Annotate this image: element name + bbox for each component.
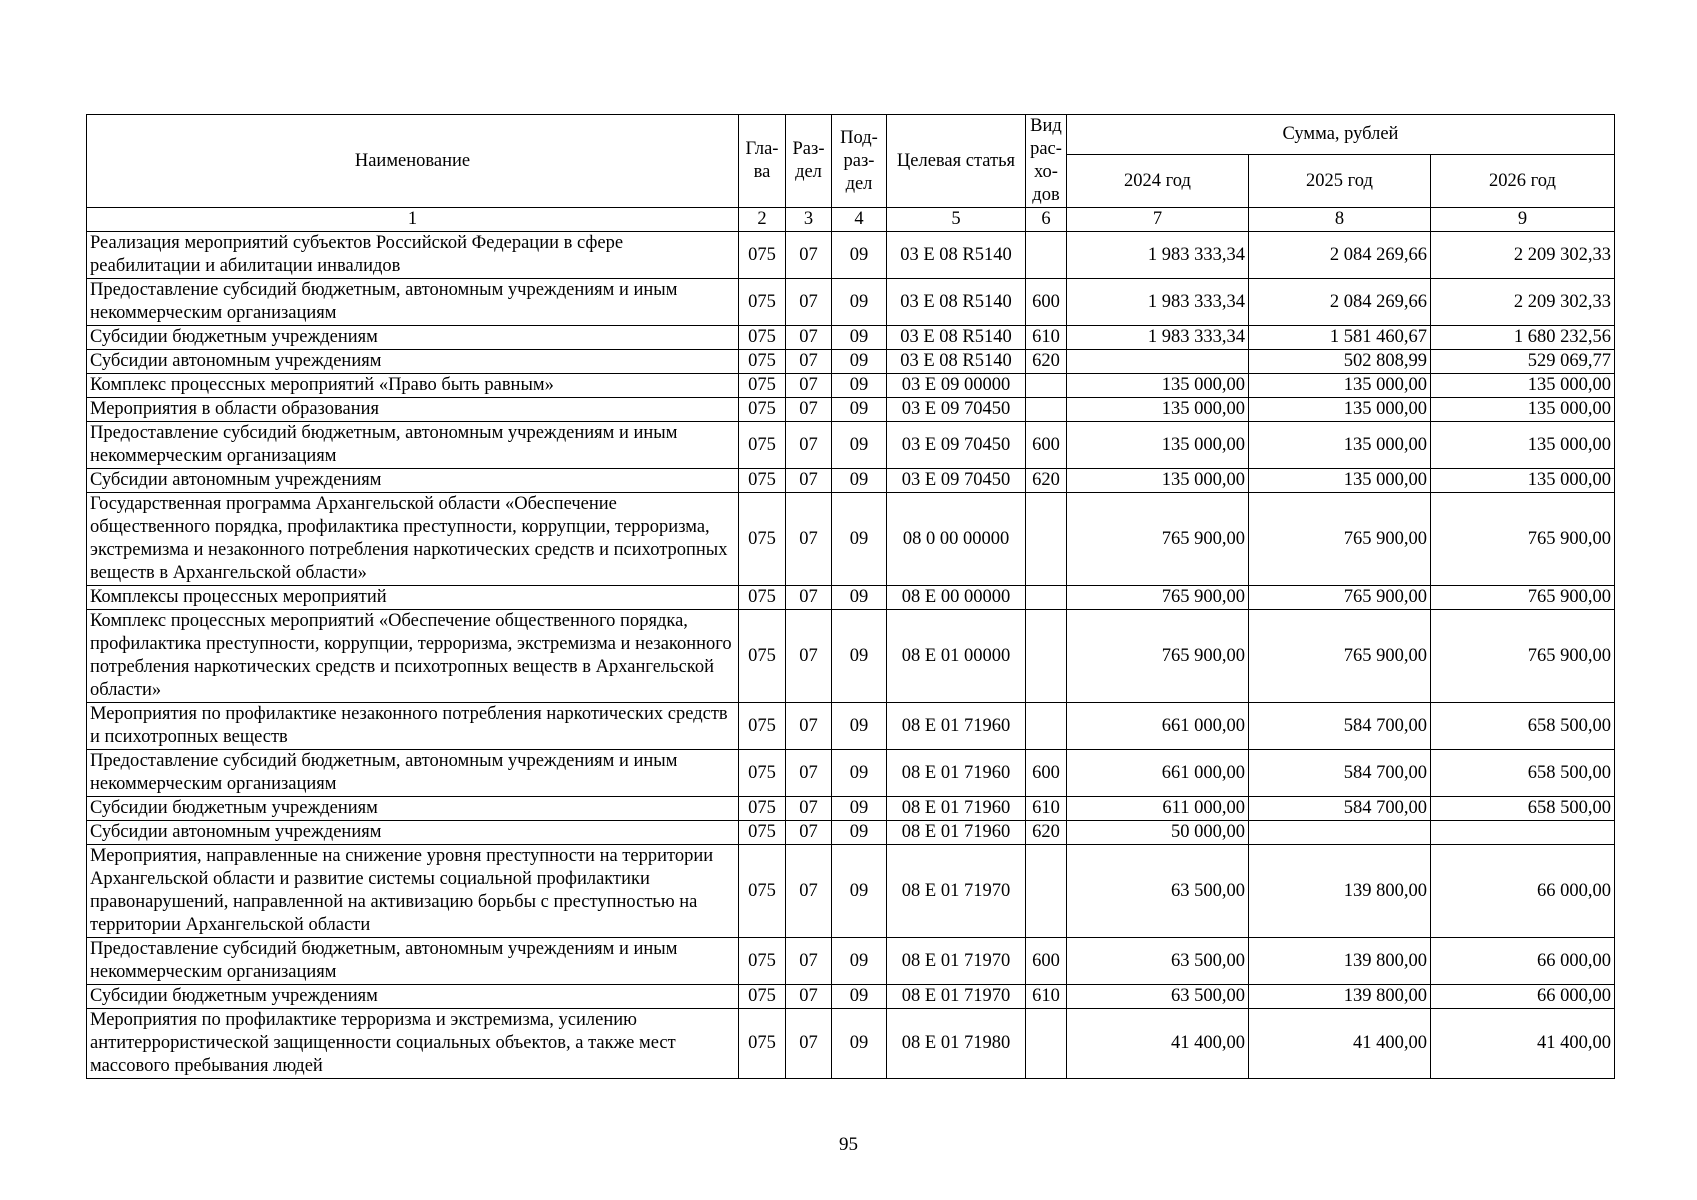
table-row xyxy=(87,610,1615,703)
cell-podrazdel: 09 xyxy=(832,703,887,750)
cell-sum-2024: 63 500,00 xyxy=(1067,938,1249,985)
col-number: 2 xyxy=(739,208,786,232)
header-year-2026: 2026 год xyxy=(1431,155,1615,208)
cell-sum-2026: 66 000,00 xyxy=(1431,938,1615,985)
cell-sum-2024: 765 900,00 xyxy=(1067,610,1249,703)
cell-name: Мероприятия, направленные на снижение уровня преступности на территории Архангельской области и развитие системы социальной профилактики правонарушений, направленной на активизацию борьбы с преступностью на территории Архангельской области xyxy=(87,845,739,938)
cell-name: Предоставление субсидий бюджетным, автономным учреждениям и иным некоммерческим организациям xyxy=(87,422,739,469)
cell-razdel: 07 xyxy=(786,232,832,279)
cell-vid-raskhodov xyxy=(1026,845,1067,938)
table-row xyxy=(87,422,1615,469)
cell-glava: 075 xyxy=(739,326,786,350)
cell-sum-2026 xyxy=(1431,821,1615,845)
cell-razdel: 07 xyxy=(786,985,832,1009)
cell-name: Комплекс процессных мероприятий «Обеспечение общественного порядка, профилактика преступности, коррупции, терроризма, экстремизма и незаконного потребления наркотических средств и психотропных веществ в Архангельской области» xyxy=(87,610,739,703)
cell-tselevaya-statya: 03 Е 09 70450 xyxy=(887,398,1026,422)
column-number-row xyxy=(87,208,1615,232)
table-row xyxy=(87,703,1615,750)
header-glava: Гла-ва xyxy=(739,115,786,208)
cell-sum-2026: 1 680 232,56 xyxy=(1431,326,1615,350)
col-number: 8 xyxy=(1249,208,1431,232)
cell-vid-raskhodov xyxy=(1026,493,1067,586)
cell-razdel: 07 xyxy=(786,703,832,750)
table-row xyxy=(87,398,1615,422)
col-number: 5 xyxy=(887,208,1026,232)
cell-tselevaya-statya: 08 Е 01 71970 xyxy=(887,985,1026,1009)
cell-sum-2026: 765 900,00 xyxy=(1431,493,1615,586)
cell-glava: 075 xyxy=(739,821,786,845)
cell-sum-2025: 135 000,00 xyxy=(1249,398,1431,422)
cell-tselevaya-statya: 03 Е 08 R5140 xyxy=(887,232,1026,279)
cell-sum-2025: 765 900,00 xyxy=(1249,586,1431,610)
cell-vid-raskhodov: 620 xyxy=(1026,821,1067,845)
cell-name: Предоставление субсидий бюджетным, автономным учреждениям и иным некоммерческим организациям xyxy=(87,279,739,326)
cell-sum-2024: 63 500,00 xyxy=(1067,985,1249,1009)
table-row xyxy=(87,586,1615,610)
header-tselevaya-statya: Целевая статья xyxy=(887,115,1026,208)
cell-podrazdel: 09 xyxy=(832,1009,887,1079)
cell-podrazdel: 09 xyxy=(832,797,887,821)
cell-sum-2024: 611 000,00 xyxy=(1067,797,1249,821)
cell-sum-2026: 135 000,00 xyxy=(1431,422,1615,469)
cell-sum-2024: 135 000,00 xyxy=(1067,398,1249,422)
cell-glava: 075 xyxy=(739,703,786,750)
cell-tselevaya-statya: 08 Е 01 71970 xyxy=(887,938,1026,985)
cell-sum-2025: 2 084 269,66 xyxy=(1249,279,1431,326)
cell-tselevaya-statya: 08 Е 01 71970 xyxy=(887,845,1026,938)
cell-vid-raskhodov xyxy=(1026,1009,1067,1079)
cell-sum-2026: 135 000,00 xyxy=(1431,374,1615,398)
cell-glava: 075 xyxy=(739,232,786,279)
cell-name: Мероприятия по профилактике незаконного потребления наркотических средств и психотропных веществ xyxy=(87,703,739,750)
cell-glava: 075 xyxy=(739,586,786,610)
cell-sum-2025: 584 700,00 xyxy=(1249,703,1431,750)
cell-glava: 075 xyxy=(739,350,786,374)
cell-sum-2026: 529 069,77 xyxy=(1431,350,1615,374)
cell-razdel: 07 xyxy=(786,938,832,985)
col-number: 4 xyxy=(832,208,887,232)
cell-sum-2024 xyxy=(1067,350,1249,374)
cell-glava: 075 xyxy=(739,1009,786,1079)
cell-name: Комплексы процессных мероприятий xyxy=(87,586,739,610)
cell-razdel: 07 xyxy=(786,326,832,350)
cell-sum-2025: 139 800,00 xyxy=(1249,845,1431,938)
cell-razdel: 07 xyxy=(786,493,832,586)
table-body xyxy=(87,232,1615,1079)
header-summa: Сумма, рублей xyxy=(1067,115,1615,155)
cell-name: Субсидии бюджетным учреждениям xyxy=(87,985,739,1009)
cell-vid-raskhodov: 600 xyxy=(1026,938,1067,985)
cell-glava: 075 xyxy=(739,398,786,422)
cell-sum-2025: 41 400,00 xyxy=(1249,1009,1431,1079)
cell-vid-raskhodov: 620 xyxy=(1026,469,1067,493)
cell-podrazdel: 09 xyxy=(832,326,887,350)
cell-glava: 075 xyxy=(739,797,786,821)
cell-podrazdel: 09 xyxy=(832,493,887,586)
cell-podrazdel: 09 xyxy=(832,374,887,398)
budget-table xyxy=(86,114,1615,1079)
cell-sum-2025: 2 084 269,66 xyxy=(1249,232,1431,279)
cell-tselevaya-statya: 03 Е 09 70450 xyxy=(887,469,1026,493)
table-row xyxy=(87,1009,1615,1079)
cell-name: Субсидии автономным учреждениям xyxy=(87,350,739,374)
cell-sum-2025: 765 900,00 xyxy=(1249,610,1431,703)
cell-tselevaya-statya: 08 Е 00 00000 xyxy=(887,586,1026,610)
cell-tselevaya-statya: 03 Е 08 R5140 xyxy=(887,279,1026,326)
col-number: 1 xyxy=(87,208,739,232)
cell-tselevaya-statya: 08 Е 01 71960 xyxy=(887,750,1026,797)
cell-podrazdel: 09 xyxy=(832,610,887,703)
cell-sum-2024: 135 000,00 xyxy=(1067,374,1249,398)
cell-sum-2025: 139 800,00 xyxy=(1249,985,1431,1009)
cell-podrazdel: 09 xyxy=(832,398,887,422)
cell-vid-raskhodov xyxy=(1026,232,1067,279)
cell-tselevaya-statya: 03 Е 08 R5140 xyxy=(887,326,1026,350)
cell-razdel: 07 xyxy=(786,1009,832,1079)
cell-sum-2026: 135 000,00 xyxy=(1431,469,1615,493)
cell-vid-raskhodov xyxy=(1026,703,1067,750)
table-row xyxy=(87,326,1615,350)
table-row xyxy=(87,938,1615,985)
cell-tselevaya-statya: 08 Е 01 00000 xyxy=(887,610,1026,703)
cell-razdel: 07 xyxy=(786,797,832,821)
page-number: 95 xyxy=(839,1134,858,1155)
cell-sum-2025: 765 900,00 xyxy=(1249,493,1431,586)
cell-glava: 075 xyxy=(739,845,786,938)
cell-tselevaya-statya: 08 0 00 00000 xyxy=(887,493,1026,586)
cell-tselevaya-statya: 03 Е 08 R5140 xyxy=(887,350,1026,374)
cell-glava: 075 xyxy=(739,279,786,326)
cell-podrazdel: 09 xyxy=(832,232,887,279)
table-row xyxy=(87,279,1615,326)
cell-glava: 075 xyxy=(739,750,786,797)
cell-sum-2024: 41 400,00 xyxy=(1067,1009,1249,1079)
cell-sum-2026: 66 000,00 xyxy=(1431,845,1615,938)
cell-podrazdel: 09 xyxy=(832,938,887,985)
cell-glava: 075 xyxy=(739,610,786,703)
cell-name: Субсидии бюджетным учреждениям xyxy=(87,797,739,821)
col-number: 7 xyxy=(1067,208,1249,232)
cell-razdel: 07 xyxy=(786,845,832,938)
cell-sum-2026: 658 500,00 xyxy=(1431,703,1615,750)
cell-tselevaya-statya: 08 Е 01 71960 xyxy=(887,703,1026,750)
cell-podrazdel: 09 xyxy=(832,586,887,610)
cell-sum-2025: 584 700,00 xyxy=(1249,797,1431,821)
cell-sum-2024: 765 900,00 xyxy=(1067,493,1249,586)
cell-tselevaya-statya: 08 Е 01 71980 xyxy=(887,1009,1026,1079)
table-row xyxy=(87,350,1615,374)
cell-razdel: 07 xyxy=(786,750,832,797)
cell-sum-2025: 135 000,00 xyxy=(1249,374,1431,398)
cell-sum-2026: 658 500,00 xyxy=(1431,797,1615,821)
cell-name: Комплекс процессных мероприятий «Право быть равным» xyxy=(87,374,739,398)
cell-vid-raskhodov: 620 xyxy=(1026,350,1067,374)
table-row xyxy=(87,469,1615,493)
cell-podrazdel: 09 xyxy=(832,750,887,797)
cell-podrazdel: 09 xyxy=(832,845,887,938)
cell-name: Субсидии бюджетным учреждениям xyxy=(87,326,739,350)
table-row xyxy=(87,821,1615,845)
cell-razdel: 07 xyxy=(786,422,832,469)
cell-sum-2026: 765 900,00 xyxy=(1431,610,1615,703)
cell-sum-2026: 765 900,00 xyxy=(1431,586,1615,610)
cell-podrazdel: 09 xyxy=(832,985,887,1009)
cell-razdel: 07 xyxy=(786,469,832,493)
cell-vid-raskhodov xyxy=(1026,374,1067,398)
cell-vid-raskhodov xyxy=(1026,398,1067,422)
cell-razdel: 07 xyxy=(786,279,832,326)
cell-name: Государственная программа Архангельской области «Обеспечение общественного порядка, профилактика преступности, коррупции, терроризма, экстремизма и незаконного потребления наркотических средств и психотропных веществ в Архангельской области» xyxy=(87,493,739,586)
table-row xyxy=(87,374,1615,398)
cell-name: Мероприятия в области образования xyxy=(87,398,739,422)
cell-name: Субсидии автономным учреждениям xyxy=(87,469,739,493)
col-number: 6 xyxy=(1026,208,1067,232)
cell-sum-2024: 63 500,00 xyxy=(1067,845,1249,938)
cell-tselevaya-statya: 08 Е 01 71960 xyxy=(887,797,1026,821)
cell-sum-2026: 66 000,00 xyxy=(1431,985,1615,1009)
cell-razdel: 07 xyxy=(786,374,832,398)
cell-sum-2024: 1 983 333,34 xyxy=(1067,326,1249,350)
cell-sum-2026: 41 400,00 xyxy=(1431,1009,1615,1079)
cell-vid-raskhodov: 610 xyxy=(1026,797,1067,821)
cell-vid-raskhodov: 600 xyxy=(1026,422,1067,469)
cell-sum-2024: 1 983 333,34 xyxy=(1067,232,1249,279)
cell-podrazdel: 09 xyxy=(832,350,887,374)
header-year-2025: 2025 год xyxy=(1249,155,1431,208)
cell-podrazdel: 09 xyxy=(832,422,887,469)
cell-sum-2026: 135 000,00 xyxy=(1431,398,1615,422)
header-razdel: Раз-дел xyxy=(786,115,832,208)
header-podrazdel: Под-раз-дел xyxy=(832,115,887,208)
cell-sum-2024: 661 000,00 xyxy=(1067,703,1249,750)
cell-name: Предоставление субсидий бюджетным, автономным учреждениям и иным некоммерческим организациям xyxy=(87,938,739,985)
cell-sum-2025: 1 581 460,67 xyxy=(1249,326,1431,350)
cell-name: Реализация мероприятий субъектов Российской Федерации в сфере реабилитации и абилитации инвалидов xyxy=(87,232,739,279)
cell-sum-2024: 661 000,00 xyxy=(1067,750,1249,797)
cell-razdel: 07 xyxy=(786,586,832,610)
cell-vid-raskhodov: 600 xyxy=(1026,750,1067,797)
cell-sum-2026: 658 500,00 xyxy=(1431,750,1615,797)
cell-glava: 075 xyxy=(739,422,786,469)
cell-vid-raskhodov: 600 xyxy=(1026,279,1067,326)
cell-sum-2025: 139 800,00 xyxy=(1249,938,1431,985)
cell-sum-2024: 135 000,00 xyxy=(1067,469,1249,493)
cell-razdel: 07 xyxy=(786,610,832,703)
cell-tselevaya-statya: 03 Е 09 70450 xyxy=(887,422,1026,469)
cell-sum-2024: 50 000,00 xyxy=(1067,821,1249,845)
cell-sum-2026: 2 209 302,33 xyxy=(1431,279,1615,326)
col-number: 3 xyxy=(786,208,832,232)
table-row xyxy=(87,797,1615,821)
cell-glava: 075 xyxy=(739,985,786,1009)
table-row xyxy=(87,232,1615,279)
header-year-2024: 2024 год xyxy=(1067,155,1249,208)
cell-sum-2024: 1 983 333,34 xyxy=(1067,279,1249,326)
cell-podrazdel: 09 xyxy=(832,279,887,326)
col-number: 9 xyxy=(1431,208,1615,232)
cell-glava: 075 xyxy=(739,374,786,398)
table-row xyxy=(87,845,1615,938)
cell-vid-raskhodov: 610 xyxy=(1026,985,1067,1009)
cell-sum-2025 xyxy=(1249,821,1431,845)
cell-razdel: 07 xyxy=(786,350,832,374)
cell-glava: 075 xyxy=(739,938,786,985)
cell-vid-raskhodov xyxy=(1026,586,1067,610)
cell-podrazdel: 09 xyxy=(832,821,887,845)
cell-tselevaya-statya: 08 Е 01 71960 xyxy=(887,821,1026,845)
header-vid-raskhodov: Вид рас-хо-дов xyxy=(1026,115,1067,208)
cell-name: Субсидии автономным учреждениям xyxy=(87,821,739,845)
cell-name: Мероприятия по профилактике терроризма и экстремизма, усилению антитеррористической защищенности социальных объектов, а также мест массового пребывания людей xyxy=(87,1009,739,1079)
cell-sum-2025: 135 000,00 xyxy=(1249,422,1431,469)
cell-sum-2025: 502 808,99 xyxy=(1249,350,1431,374)
table-row xyxy=(87,750,1615,797)
table-row xyxy=(87,985,1615,1009)
table-row xyxy=(87,493,1615,586)
cell-vid-raskhodov: 610 xyxy=(1026,326,1067,350)
cell-sum-2024: 765 900,00 xyxy=(1067,586,1249,610)
cell-sum-2026: 2 209 302,33 xyxy=(1431,232,1615,279)
cell-sum-2024: 135 000,00 xyxy=(1067,422,1249,469)
cell-glava: 075 xyxy=(739,493,786,586)
cell-razdel: 07 xyxy=(786,398,832,422)
cell-sum-2025: 135 000,00 xyxy=(1249,469,1431,493)
cell-vid-raskhodov xyxy=(1026,610,1067,703)
cell-podrazdel: 09 xyxy=(832,469,887,493)
cell-name: Предоставление субсидий бюджетным, автономным учреждениям и иным некоммерческим организациям xyxy=(87,750,739,797)
cell-sum-2025: 584 700,00 xyxy=(1249,750,1431,797)
header-name: Наименование xyxy=(87,115,739,208)
cell-glava: 075 xyxy=(739,469,786,493)
cell-tselevaya-statya: 03 Е 09 00000 xyxy=(887,374,1026,398)
cell-razdel: 07 xyxy=(786,821,832,845)
